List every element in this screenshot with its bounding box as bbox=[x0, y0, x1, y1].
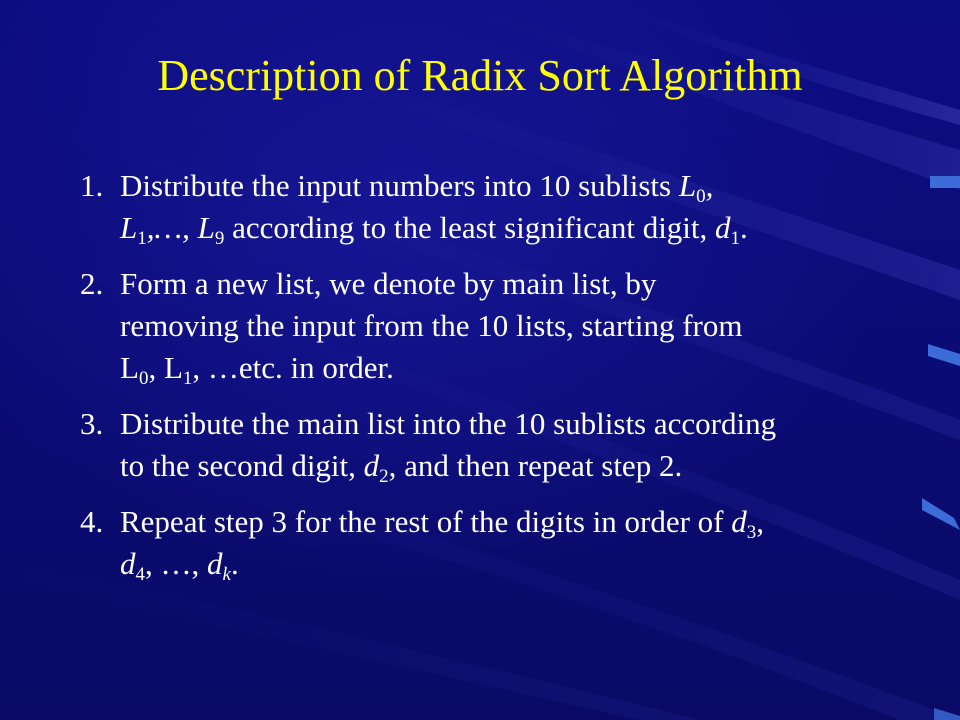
step-number: 2. bbox=[80, 266, 104, 301]
subscript: 1 bbox=[182, 368, 193, 389]
step-text: , …etc. in order. bbox=[192, 350, 394, 385]
step-4-line-1 bbox=[120, 504, 764, 543]
separator: , bbox=[756, 504, 764, 539]
step-text: Repeat step 3 for the rest of the digits in order of bbox=[120, 504, 732, 539]
ellipsis: , …, bbox=[145, 546, 207, 581]
list-L: L bbox=[163, 350, 183, 385]
subscript: 1 bbox=[137, 228, 147, 249]
subscript: 0 bbox=[696, 186, 706, 207]
step-2-line-3 bbox=[120, 350, 394, 389]
step-number: 4. bbox=[80, 504, 104, 539]
step-text: Distribute the input numbers into 10 sublists bbox=[120, 168, 679, 203]
var-d: d bbox=[363, 448, 380, 483]
subscript: 2 bbox=[379, 466, 389, 487]
step-text: to the second digit, bbox=[120, 448, 364, 483]
var-d: d bbox=[207, 546, 223, 581]
step-2-line-1: Form a new list, we denote by main list, by bbox=[120, 266, 657, 301]
slide-title: Description of Radix Sort Algorithm bbox=[157, 51, 803, 100]
step-number: 3. bbox=[80, 406, 104, 441]
var-d: d bbox=[715, 210, 731, 245]
step-2-line-2: removing the input from the 10 lists, starting from bbox=[120, 308, 743, 343]
subscript: k bbox=[222, 564, 231, 585]
step-number: 1. bbox=[80, 168, 104, 203]
ellipsis: ,…, bbox=[146, 210, 198, 245]
var-L: L bbox=[120, 210, 138, 245]
step-3-line-2 bbox=[120, 448, 683, 487]
separator: , bbox=[148, 350, 164, 385]
var-L: L bbox=[197, 210, 215, 245]
step-text: , and then repeat step 2. bbox=[388, 448, 683, 483]
step-4-line-2 bbox=[120, 546, 239, 585]
subscript: 3 bbox=[746, 522, 757, 543]
var-d: d bbox=[120, 546, 136, 581]
separator: , bbox=[705, 168, 714, 203]
step-1-line-2 bbox=[120, 210, 748, 249]
step-text: according to the least significant digit, bbox=[224, 210, 716, 245]
subscript: 9 bbox=[214, 228, 225, 249]
subscript: 1 bbox=[730, 228, 741, 249]
step-1-line-1 bbox=[120, 168, 714, 207]
period: . bbox=[230, 546, 239, 581]
list-L: L bbox=[120, 350, 139, 385]
period: . bbox=[740, 210, 748, 245]
subscript: 0 bbox=[138, 368, 149, 389]
var-L: L bbox=[678, 168, 697, 203]
var-d: d bbox=[731, 504, 747, 539]
step-3-line-1: Distribute the main list into the 10 sublists according bbox=[120, 406, 777, 441]
subscript: 4 bbox=[135, 564, 145, 585]
